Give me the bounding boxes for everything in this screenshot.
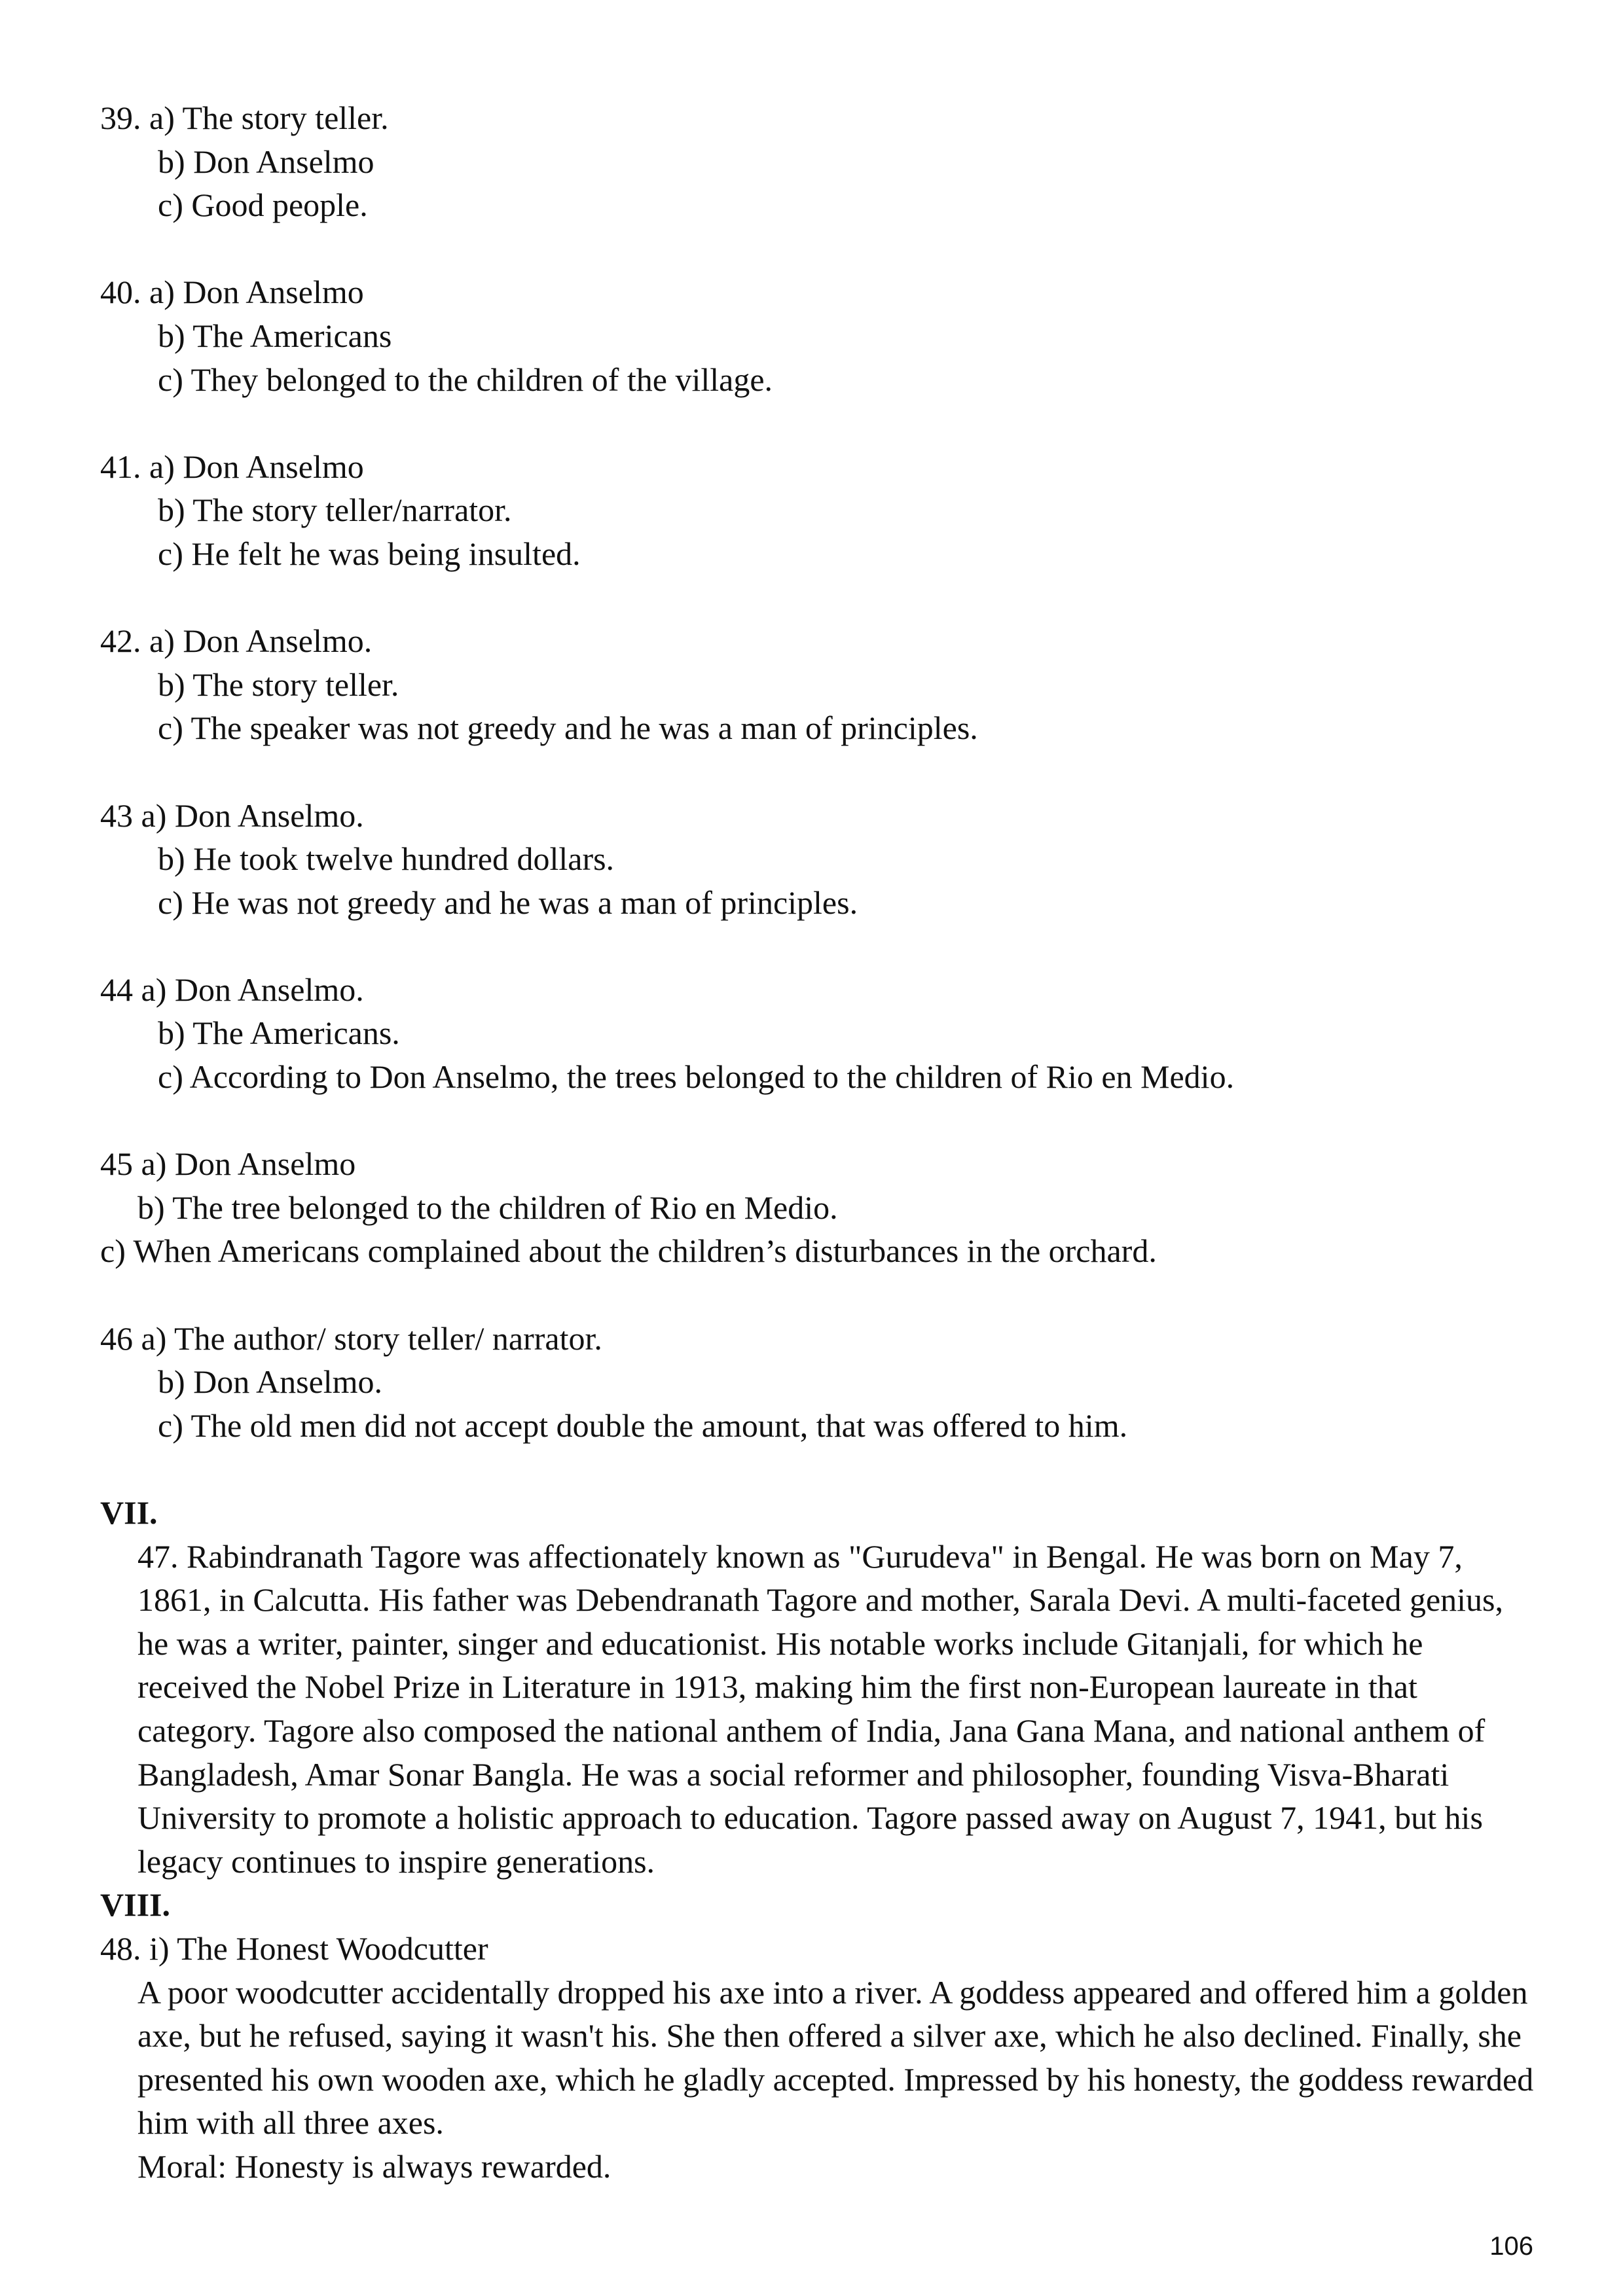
paragraph-line: Bangladesh, Amar Sonar Bangla. He was a social reformer and philosopher, founding Visva-Bharati: [137, 1755, 1450, 1793]
answer-41: [0, 445, 1623, 576]
answer-c: c) When Americans complained about the children’s disturbances in the orchard.: [100, 1232, 1157, 1270]
answer-b: b) He took twelve hundred dollars.: [158, 840, 615, 878]
answer-45: [0, 1142, 1623, 1273]
paragraph-line: 1861, in Calcutta. His father was Debendranath Tagore and mother, Sarala Devi. A multi-faceted genius,: [137, 1581, 1503, 1619]
answer-c: c) He was not greedy and he was a man of principles.: [158, 884, 858, 921]
paragraph-line: he was a writer, painter, singer and educationist. His notable works include Gitanjali, for which he: [137, 1624, 1423, 1662]
paragraph-line: received the Nobel Prize in Literature in 1913, making him the first non-European laureate in that: [137, 1668, 1417, 1706]
answer-44: [0, 968, 1623, 1099]
paragraph-line: legacy continues to inspire generations.: [137, 1842, 655, 1880]
tagore-paragraph: [0, 1535, 1623, 1884]
paragraph-line: axe, but he refused, saying it wasn't his. She then offered a silver axe, which he also declined. Finally, she: [137, 2017, 1522, 2054]
paragraph-line: University to promote a holistic approach to education. Tagore passed away on August 7, 1941, but his: [137, 1799, 1483, 1837]
answer-c: c) He felt he was being insulted.: [158, 535, 581, 572]
answer-a: 44 a) Don Anselmo.: [100, 971, 364, 1008]
answer-a: 41. a) Don Anselmo: [100, 448, 364, 485]
answer-b: b) The story teller.: [158, 666, 399, 703]
answer-c: c) According to Don Anselmo, the trees belonged to the children of Rio en Medio.: [158, 1058, 1235, 1096]
answer-b: b) The tree belonged to the children of Rio en Medio.: [137, 1189, 838, 1226]
document-page: [0, 96, 1623, 2189]
answer-42: [0, 619, 1623, 750]
paragraph-line: 47. Rabindranath Tagore was affectionately known as "Gurudeva" in Bengal. He was born on May 7,: [137, 1537, 1463, 1575]
answer-a: 40. a) Don Anselmo: [100, 274, 364, 311]
answer-43: [0, 794, 1623, 925]
answer-a: 43 a) Don Anselmo.: [100, 797, 364, 834]
paragraph-line: him with all three axes.: [137, 2104, 444, 2142]
section-heading-vii: VII.: [100, 1494, 158, 1531]
story-title: 48. i) The Honest Woodcutter: [100, 1929, 488, 1967]
answer-46: [0, 1317, 1623, 1448]
answer-a: 39. a) The story teller.: [100, 99, 389, 136]
answer-b: b) The story teller/narrator.: [158, 492, 512, 529]
answer-c: c) Good people.: [158, 187, 368, 224]
answer-40: [0, 270, 1623, 401]
answer-b: b) Don Anselmo.: [158, 1363, 383, 1401]
answer-a: 42. a) Don Anselmo.: [100, 622, 373, 660]
answer-b: b) The Americans: [158, 317, 392, 354]
answer-c: c) The speaker was not greedy and he was a man of principles.: [158, 709, 978, 747]
moral-line: Moral: Honesty is always rewarded.: [137, 2147, 611, 2185]
woodcutter-story: [0, 1971, 1623, 2189]
answer-39: [0, 96, 1623, 227]
paragraph-line: category. Tagore also composed the national anthem of India, Jana Gana Mana, and national anthem of: [137, 1712, 1486, 1749]
paragraph-line: A poor woodcutter accidentally dropped his axe into a river. A goddess appeared and offered him a golden: [137, 1973, 1528, 2011]
answer-c: c) The old men did not accept double the amount, that was offered to him.: [158, 1407, 1128, 1444]
answer-a: 45 a) Don Anselmo: [100, 1145, 356, 1183]
answer-b: b) The Americans.: [158, 1014, 400, 1052]
answer-b: b) Don Anselmo: [158, 143, 374, 180]
section-heading-viii: VIII.: [100, 1886, 170, 1924]
answer-c: c) They belonged to the children of the village.: [158, 361, 773, 398]
page-number: 106: [1489, 2232, 1533, 2261]
paragraph-line: presented his own wooden axe, which he gladly accepted. Impressed by his honesty, the goddess rewarded: [137, 2060, 1534, 2098]
answer-a: 46 a) The author/ story teller/ narrator.: [100, 1319, 602, 1357]
